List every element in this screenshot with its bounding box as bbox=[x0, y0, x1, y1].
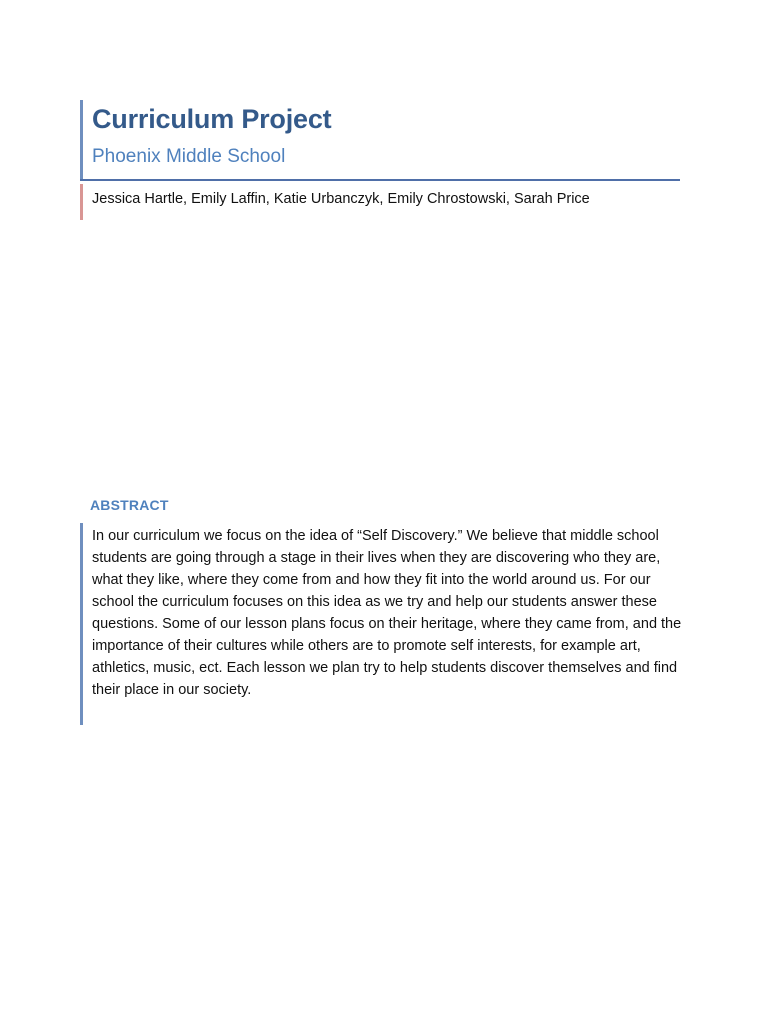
title-divider bbox=[80, 179, 680, 181]
author-list: Jessica Hartle, Emily Laffin, Katie Urbanczyk, Emily Chrostowski, Sarah Price bbox=[92, 191, 590, 207]
document-subtitle: Phoenix Middle School bbox=[92, 146, 286, 167]
abstract-body: In our curriculum we focus on the idea of “Self Discovery.” We believe that middle school students are going through a stage in their lives when they are discovering who they are, what they like, where they come from and how they fit into the world around us. For our school the curriculum focuses on this idea as we try and help our students answer these questions. Some of our lesson plans focus on their heritage, where they came from, and the importance of their cultures while others are to promote self interests, for example art, athletics, music, ect. Each lesson we plan try to help students discover themselves and find their place in our society. bbox=[92, 528, 682, 698]
authors-block bbox=[80, 184, 680, 220]
document-title: Curriculum Project bbox=[92, 104, 332, 134]
abstract-block bbox=[80, 523, 690, 725]
title-block bbox=[80, 100, 680, 180]
abstract-heading: ABSTRACT bbox=[90, 497, 169, 513]
